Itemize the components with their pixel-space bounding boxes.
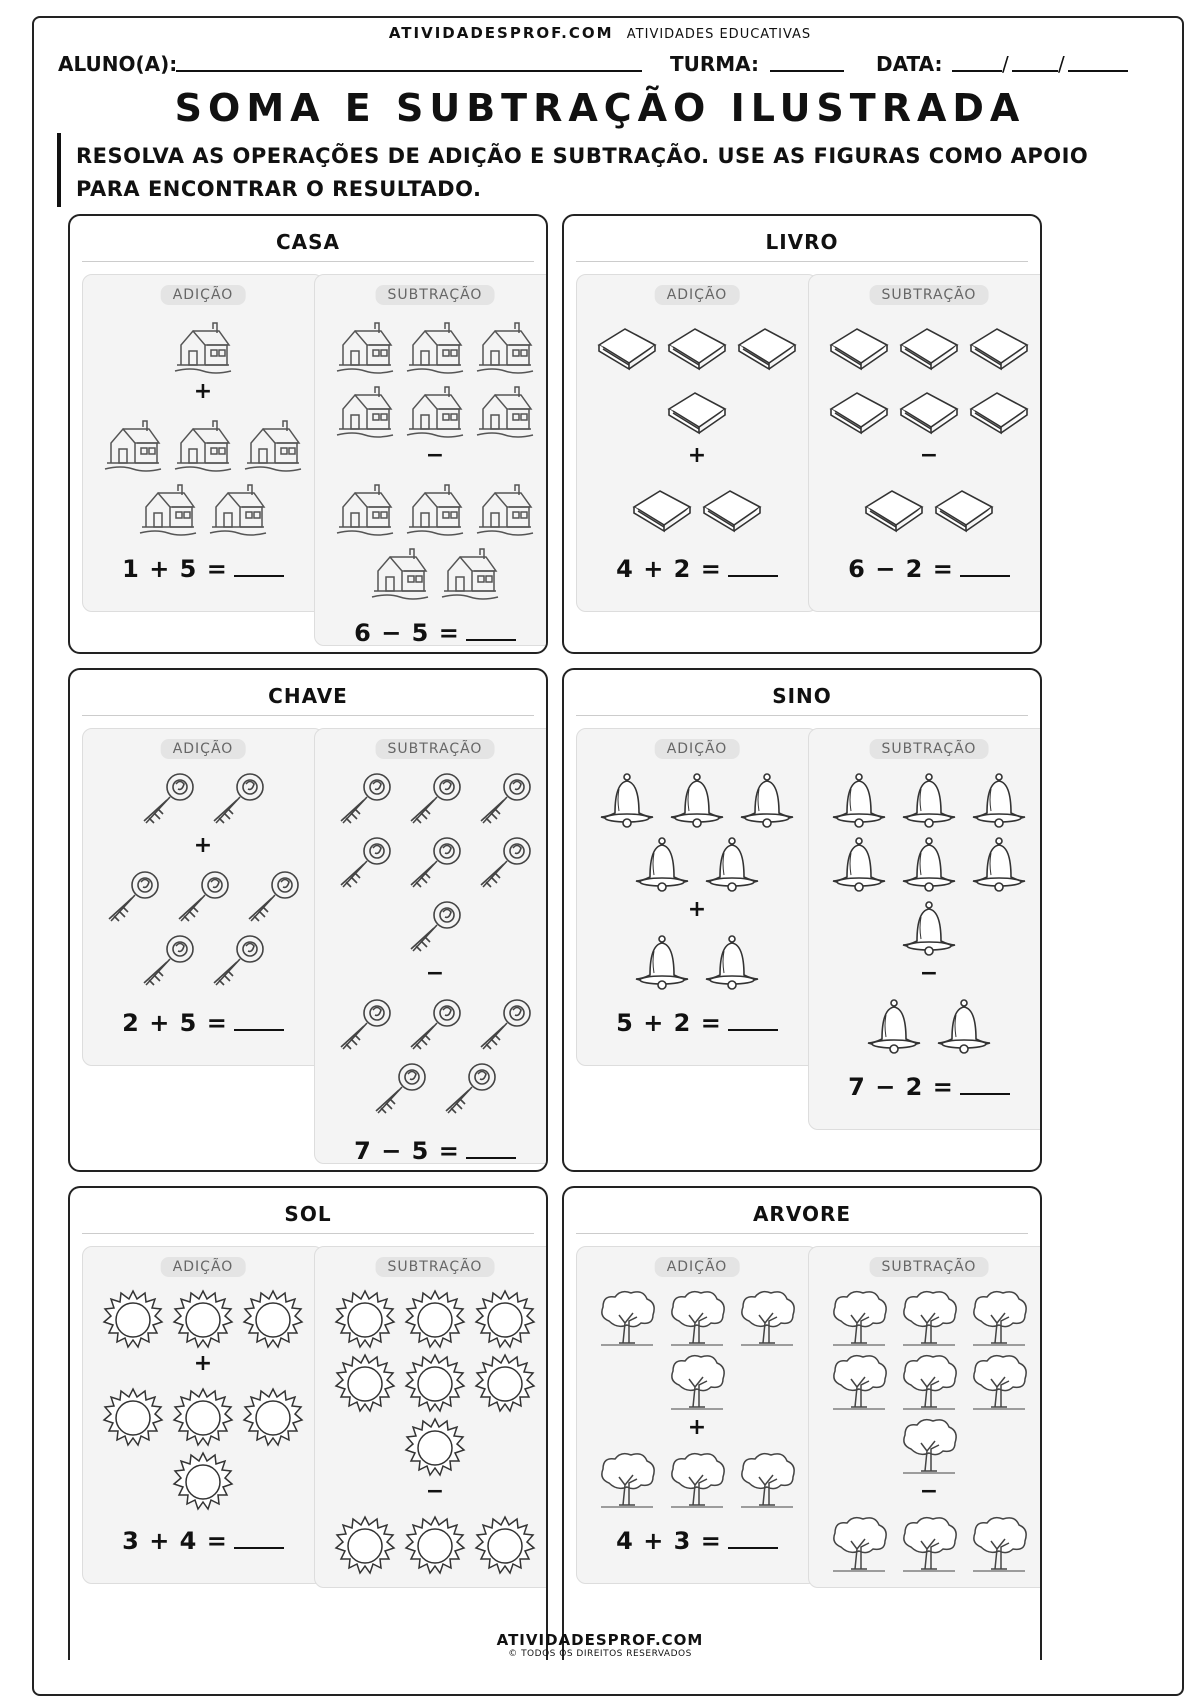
bell-icon xyxy=(932,995,996,1059)
student-fields: ALUNO(A): TURMA: DATA: / / xyxy=(58,52,1148,82)
date-year-field[interactable] xyxy=(1068,52,1128,72)
icon-row xyxy=(83,413,323,477)
site-subtitle: ATIVIDADES EDUCATIVAS xyxy=(626,27,812,42)
answer-blank[interactable] xyxy=(960,1075,1010,1095)
house-icon xyxy=(473,315,537,379)
subtraction-tag: SUBTRAÇÃO xyxy=(870,285,989,305)
book-icon xyxy=(700,477,764,541)
equation: 4 + 3 = xyxy=(577,1527,817,1555)
card-title: CASA xyxy=(82,230,534,262)
house-icon xyxy=(136,477,200,541)
tree-icon xyxy=(665,1449,729,1513)
book-icon xyxy=(827,379,891,443)
exercise-card-chave xyxy=(68,668,548,1172)
icon-row xyxy=(83,867,323,931)
tree-icon xyxy=(897,1513,961,1577)
icon-row xyxy=(809,769,1042,833)
icon-row xyxy=(577,315,817,379)
key-icon xyxy=(438,1059,502,1123)
icon-row xyxy=(315,379,548,443)
date-month-field[interactable] xyxy=(1012,52,1058,72)
book-icon xyxy=(665,379,729,443)
icon-row xyxy=(577,931,817,995)
turma-field[interactable] xyxy=(770,52,844,72)
icon-row xyxy=(809,477,1042,541)
bell-icon xyxy=(897,769,961,833)
plus-sign: + xyxy=(193,379,213,404)
icon-row xyxy=(83,769,323,833)
subtraction-tag: SUBTRAÇÃO xyxy=(376,739,495,759)
bell-icon xyxy=(595,769,659,833)
sun-icon xyxy=(333,1287,397,1351)
icon-row xyxy=(315,1287,548,1351)
bell-icon xyxy=(897,833,961,897)
exercise-card-arvore xyxy=(562,1186,1042,1660)
icon-row xyxy=(83,315,323,379)
book-icon xyxy=(630,477,694,541)
sun-icon xyxy=(403,1351,467,1415)
icon-row xyxy=(809,1287,1042,1351)
subtraction-tag: SUBTRAÇÃO xyxy=(376,285,495,305)
date-day-field[interactable] xyxy=(952,52,1002,72)
tree-icon xyxy=(827,1287,891,1351)
card-title: LIVRO xyxy=(576,230,1028,262)
icon-row xyxy=(83,1287,323,1351)
icon-row xyxy=(809,897,1042,961)
equation: 2 + 5 = xyxy=(83,1009,323,1037)
bell-icon xyxy=(630,833,694,897)
icon-row xyxy=(315,769,548,833)
bell-icon xyxy=(827,769,891,833)
tree-icon xyxy=(735,1287,799,1351)
icon-row xyxy=(315,477,548,541)
bell-icon xyxy=(700,931,764,995)
key-icon xyxy=(333,833,397,897)
sun-icon xyxy=(171,1449,235,1513)
page-title: SOMA E SUBTRAÇÃO ILUSTRADA xyxy=(174,86,1026,130)
sun-icon xyxy=(241,1287,305,1351)
key-icon xyxy=(473,769,537,833)
addition-panel xyxy=(576,1246,818,1584)
addition-tag: ADIÇÃO xyxy=(161,285,246,305)
key-icon xyxy=(333,995,397,1059)
addition-tag: ADIÇÃO xyxy=(655,1257,740,1277)
tree-icon xyxy=(827,1351,891,1415)
book-icon xyxy=(665,315,729,379)
bell-icon xyxy=(735,769,799,833)
subtraction-panel xyxy=(808,1246,1042,1588)
plus-sign: + xyxy=(687,1415,707,1440)
exercise-card-sino xyxy=(562,668,1042,1172)
equation: 7 − 2 = xyxy=(809,1073,1042,1101)
answer-blank[interactable] xyxy=(234,557,284,577)
house-icon xyxy=(368,541,432,605)
bell-icon xyxy=(967,833,1031,897)
answer-blank[interactable] xyxy=(960,557,1010,577)
icon-row xyxy=(315,1351,548,1415)
icon-row xyxy=(577,1449,817,1513)
house-icon xyxy=(333,477,397,541)
sun-icon xyxy=(333,1513,397,1577)
icon-row xyxy=(83,1385,323,1449)
house-icon xyxy=(473,477,537,541)
sun-icon xyxy=(333,1351,397,1415)
equation: 3 + 4 = xyxy=(83,1527,323,1555)
house-icon xyxy=(403,379,467,443)
sun-icon xyxy=(473,1351,537,1415)
subtraction-tag: SUBTRAÇÃO xyxy=(870,1257,989,1277)
addition-tag: ADIÇÃO xyxy=(161,739,246,759)
icon-row xyxy=(809,315,1042,379)
icon-row xyxy=(577,379,817,443)
tree-icon xyxy=(897,1415,961,1479)
exercise-card-sol xyxy=(68,1186,548,1660)
key-icon xyxy=(241,867,305,931)
answer-blank[interactable] xyxy=(234,1529,284,1549)
subtraction-panel xyxy=(314,1246,548,1588)
aluno-field[interactable] xyxy=(176,52,642,72)
bell-icon xyxy=(967,769,1031,833)
icon-row xyxy=(315,1415,548,1479)
icon-row xyxy=(315,833,548,897)
data-label: DATA: xyxy=(876,52,943,76)
sun-icon xyxy=(101,1287,165,1351)
equation: 1 + 5 = xyxy=(83,555,323,583)
subtraction-tag: SUBTRAÇÃO xyxy=(870,739,989,759)
house-icon xyxy=(333,315,397,379)
sun-icon xyxy=(403,1513,467,1577)
subtraction-tag: SUBTRAÇÃO xyxy=(376,1257,495,1277)
tree-icon xyxy=(967,1351,1031,1415)
addition-tag: ADIÇÃO xyxy=(161,1257,246,1277)
card-title: CHAVE xyxy=(82,684,534,716)
key-icon xyxy=(101,867,165,931)
minus-sign: − xyxy=(919,443,939,468)
exercise-card-casa xyxy=(68,214,548,654)
house-icon xyxy=(403,315,467,379)
key-icon xyxy=(403,995,467,1059)
tree-icon xyxy=(827,1513,891,1577)
book-icon xyxy=(897,379,961,443)
bell-icon xyxy=(827,833,891,897)
addition-panel xyxy=(82,1246,324,1584)
sun-icon xyxy=(403,1415,467,1479)
icon-row xyxy=(577,1287,817,1351)
answer-blank[interactable] xyxy=(234,1011,284,1031)
key-icon xyxy=(206,931,270,995)
addition-tag: ADIÇÃO xyxy=(655,739,740,759)
bell-icon xyxy=(630,931,694,995)
plus-sign: + xyxy=(193,833,213,858)
addition-tag: ADIÇÃO xyxy=(655,285,740,305)
tree-icon xyxy=(897,1351,961,1415)
icon-row xyxy=(315,897,548,961)
icon-row xyxy=(315,1513,548,1577)
minus-sign: − xyxy=(425,1479,445,1504)
footer xyxy=(0,1631,1200,1659)
sun-icon xyxy=(171,1385,235,1449)
answer-blank[interactable] xyxy=(728,1529,778,1549)
book-icon xyxy=(897,315,961,379)
key-icon xyxy=(403,769,467,833)
icon-row xyxy=(577,769,817,833)
exercise-card-livro xyxy=(562,214,1042,654)
key-icon xyxy=(403,897,467,961)
footer-site: ATIVIDADESPROF.COM xyxy=(496,1631,704,1649)
sun-icon xyxy=(403,1287,467,1351)
card-title: ARVORE xyxy=(576,1202,1028,1234)
subtraction-panel xyxy=(808,728,1042,1130)
tree-icon xyxy=(735,1449,799,1513)
answer-blank[interactable] xyxy=(728,557,778,577)
instructions: RESOLVA AS OPERAÇÕES DE ADIÇÃO E SUBTRAÇÃO. USE AS FIGURAS COMO APOIO PARA ENCONTRAR O RESULTADO. xyxy=(76,144,1089,201)
icon-row xyxy=(809,1513,1042,1577)
book-icon xyxy=(967,379,1031,443)
icon-row xyxy=(315,541,548,605)
key-icon xyxy=(403,833,467,897)
book-icon xyxy=(967,315,1031,379)
key-icon xyxy=(473,995,537,1059)
house-icon xyxy=(206,477,270,541)
addition-panel xyxy=(576,728,818,1066)
icon-row xyxy=(315,315,548,379)
sun-icon xyxy=(101,1385,165,1449)
instruction-bar xyxy=(57,133,61,207)
key-icon xyxy=(136,931,200,995)
house-icon xyxy=(403,477,467,541)
equation: 6 − 5 = xyxy=(315,619,548,646)
plus-sign: + xyxy=(193,1351,213,1376)
tree-icon xyxy=(897,1287,961,1351)
minus-sign: − xyxy=(919,961,939,986)
icon-row xyxy=(83,931,323,995)
house-icon xyxy=(171,315,235,379)
icon-row xyxy=(83,1449,323,1513)
minus-sign: − xyxy=(919,1479,939,1504)
book-icon xyxy=(735,315,799,379)
subtraction-panel xyxy=(314,728,548,1164)
icon-row xyxy=(809,995,1042,1059)
card-title: SINO xyxy=(576,684,1028,716)
house-icon xyxy=(241,413,305,477)
key-icon xyxy=(206,769,270,833)
book-icon xyxy=(827,315,891,379)
icon-row xyxy=(577,833,817,897)
plus-sign: + xyxy=(687,897,707,922)
icon-row xyxy=(577,1351,817,1415)
icon-row xyxy=(315,995,548,1059)
card-title: SOL xyxy=(82,1202,534,1234)
icon-row xyxy=(809,833,1042,897)
icon-row xyxy=(809,1415,1042,1479)
bell-icon xyxy=(862,995,926,1059)
equation: 5 + 2 = xyxy=(577,1009,817,1037)
icon-row xyxy=(315,1059,548,1123)
sun-icon xyxy=(241,1385,305,1449)
tree-icon xyxy=(967,1513,1031,1577)
site-name: ATIVIDADESPROF.COM xyxy=(388,24,614,42)
tree-icon xyxy=(665,1351,729,1415)
answer-blank[interactable] xyxy=(466,621,516,641)
house-icon xyxy=(171,413,235,477)
site-header xyxy=(0,24,1200,42)
plus-sign: + xyxy=(687,443,707,468)
book-icon xyxy=(595,315,659,379)
bell-icon xyxy=(897,897,961,961)
tree-icon xyxy=(665,1287,729,1351)
turma-label: TURMA: xyxy=(670,52,760,76)
sun-icon xyxy=(473,1513,537,1577)
key-icon xyxy=(368,1059,432,1123)
minus-sign: − xyxy=(425,443,445,468)
subtraction-panel xyxy=(314,274,548,646)
equation: 4 + 2 = xyxy=(577,555,817,583)
house-icon xyxy=(101,413,165,477)
answer-blank[interactable] xyxy=(728,1011,778,1031)
aluno-label: ALUNO(A): xyxy=(58,52,178,76)
icon-row xyxy=(809,379,1042,443)
icon-row xyxy=(577,477,817,541)
key-icon xyxy=(473,833,537,897)
sun-icon xyxy=(473,1287,537,1351)
key-icon xyxy=(333,769,397,833)
icon-row xyxy=(83,477,323,541)
addition-panel xyxy=(82,728,324,1066)
key-icon xyxy=(171,867,235,931)
tree-icon xyxy=(595,1449,659,1513)
addition-panel xyxy=(82,274,324,612)
tree-icon xyxy=(595,1287,659,1351)
icon-row xyxy=(809,1351,1042,1415)
sun-icon xyxy=(171,1287,235,1351)
tree-icon xyxy=(967,1287,1031,1351)
key-icon xyxy=(136,769,200,833)
book-icon xyxy=(862,477,926,541)
bell-icon xyxy=(665,769,729,833)
equation: 7 − 5 = xyxy=(315,1137,548,1164)
house-icon xyxy=(333,379,397,443)
equation: 6 − 2 = xyxy=(809,555,1042,583)
bell-icon xyxy=(700,833,764,897)
addition-panel xyxy=(576,274,818,612)
answer-blank[interactable] xyxy=(466,1139,516,1159)
book-icon xyxy=(932,477,996,541)
minus-sign: − xyxy=(425,961,445,986)
house-icon xyxy=(473,379,537,443)
footer-rights: © TODOS OS DIREITOS RESERVADOS xyxy=(508,1649,692,1659)
house-icon xyxy=(438,541,502,605)
subtraction-panel xyxy=(808,274,1042,612)
